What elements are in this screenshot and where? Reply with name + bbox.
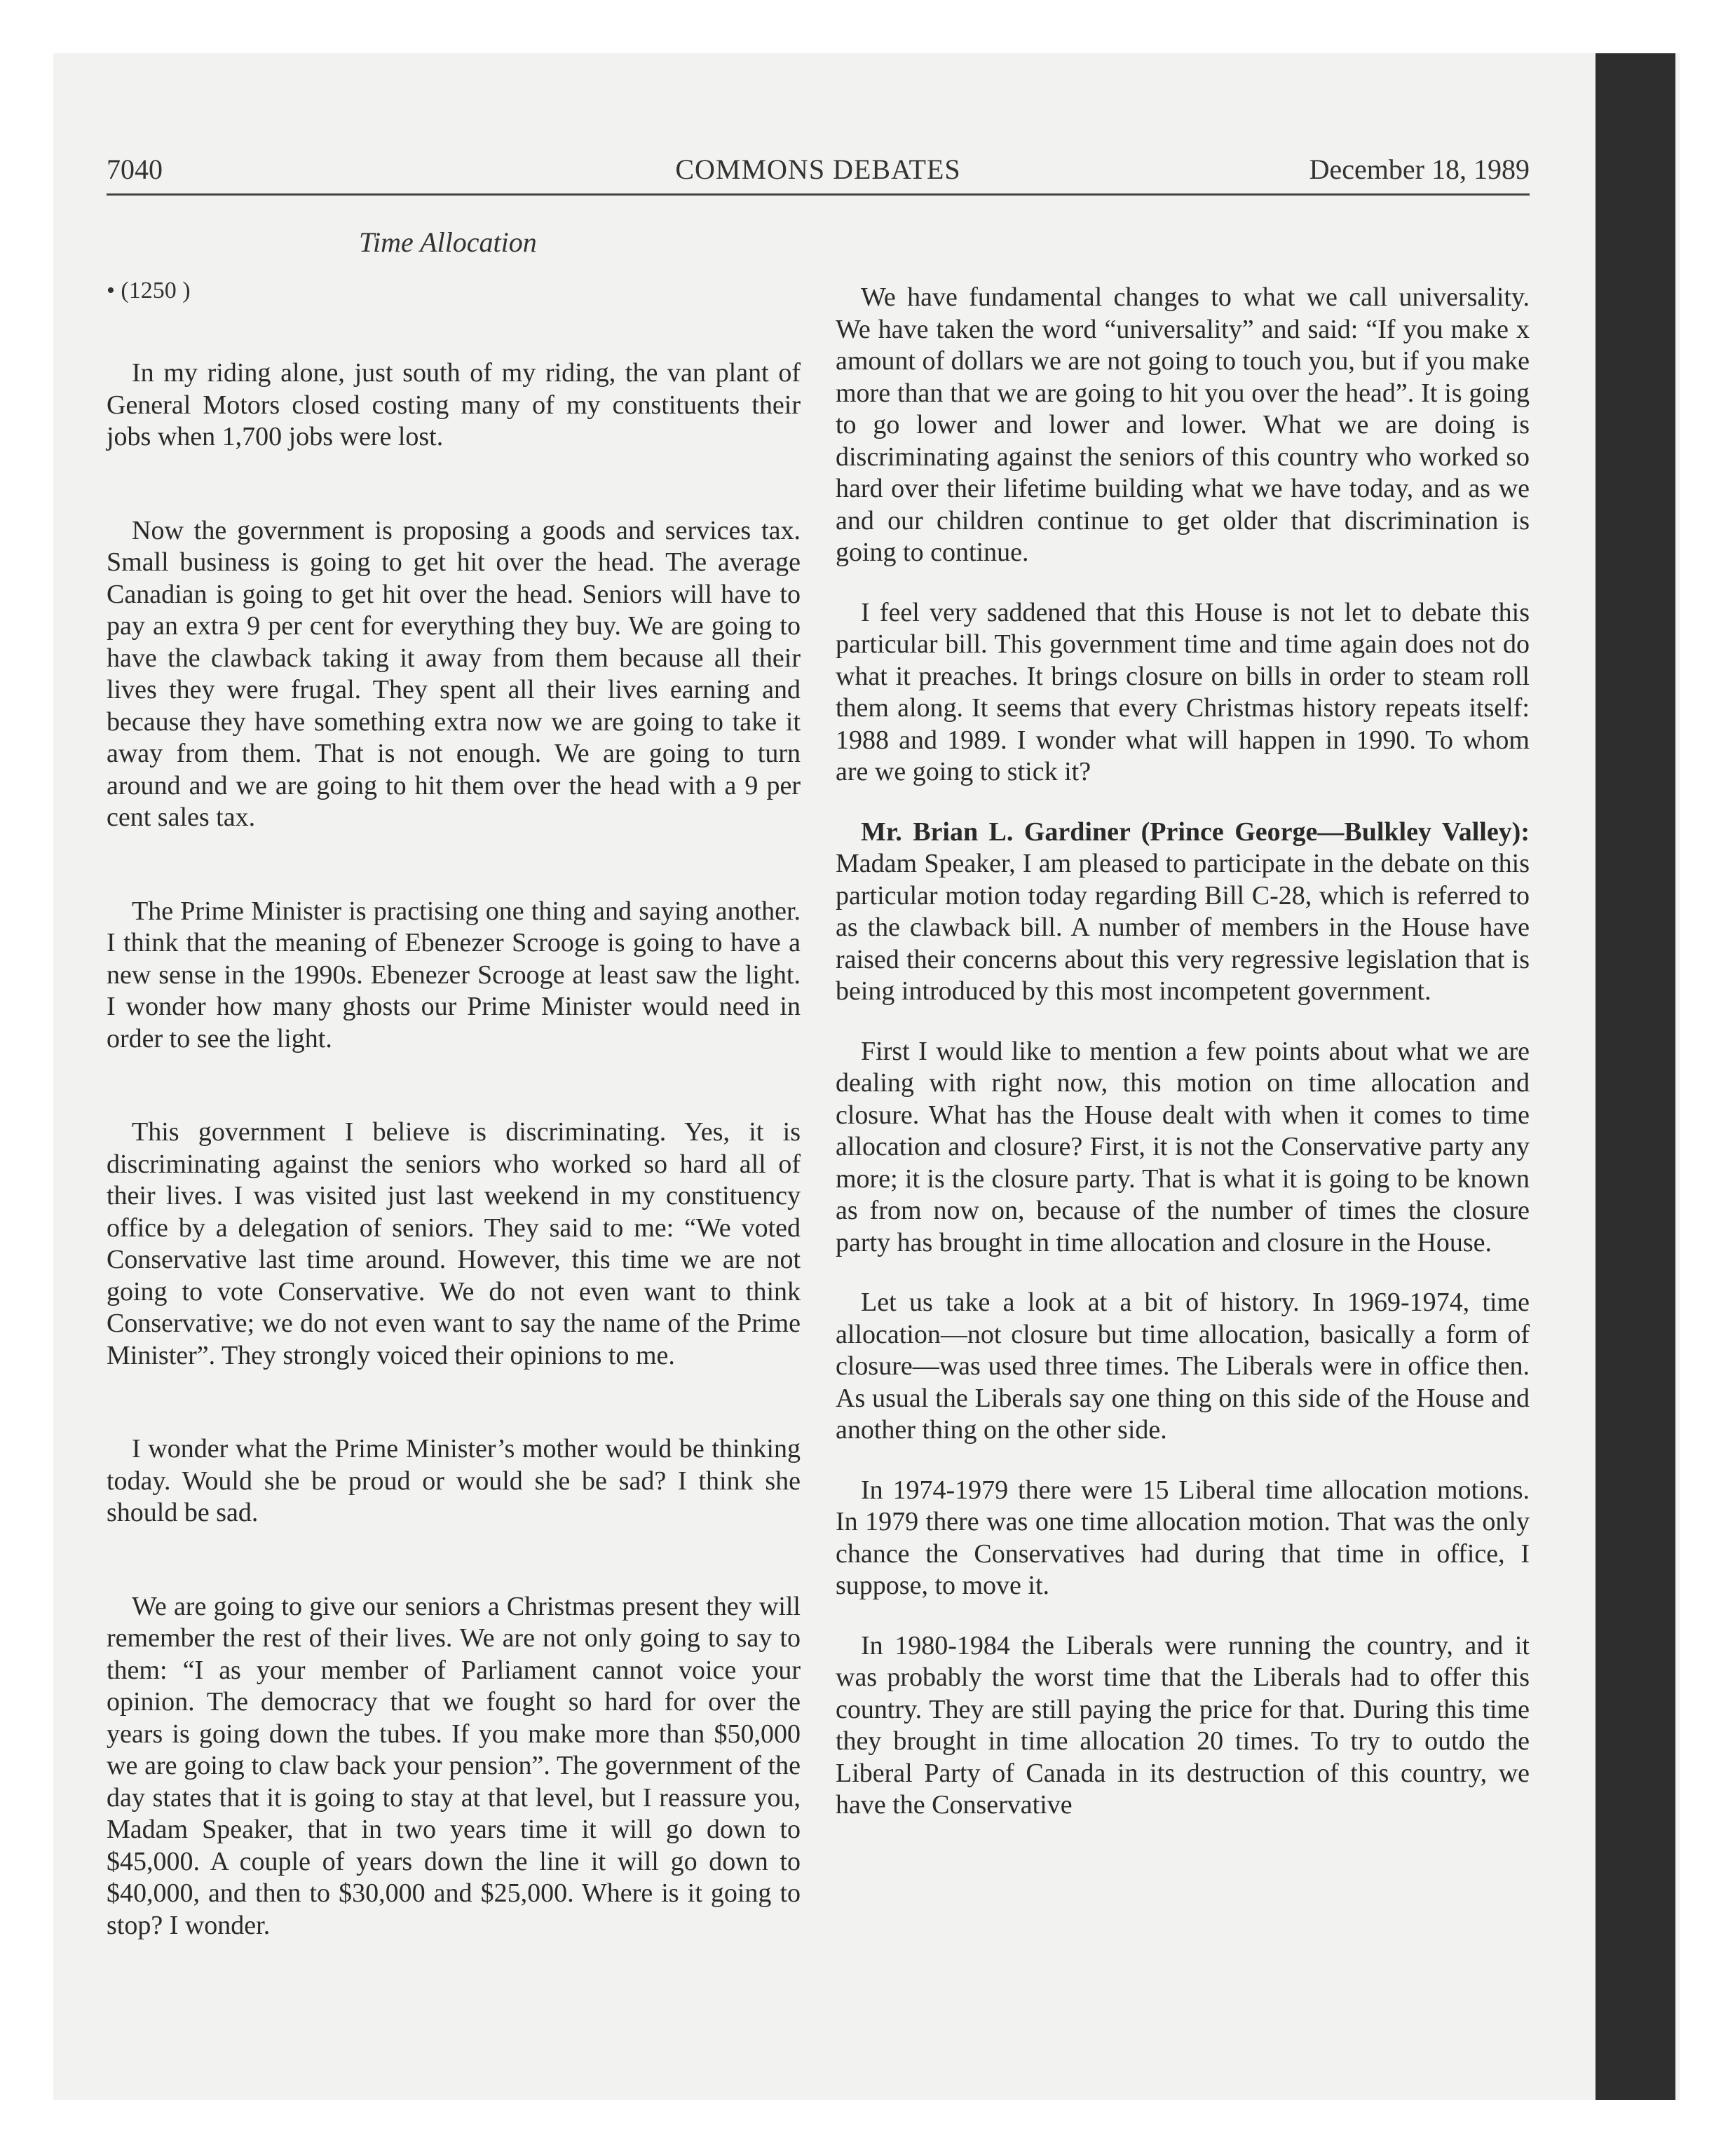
paragraph: This government I believe is discriminating. Yes, it is discriminating against the seniors who worked so hard all of their lives. I was visited just last weekend in my constituency office by a delegation of seniors. They said to me: “We voted Conservative last time around. However, this time we are not going to vote Conservative. We do not even want to think Conservative; we do not even want to say the name of the Prime Minister”. They strongly voiced their opinions to me. <box>107 1117 801 1370</box>
paragraph: We have fundamental changes to what we call universality. We have taken the word “universality” and said: “If you make x amount of dollars we are not going to touch you, but if you make more than that we are going to hit you over the head”. It is going to go lower and lower and lower. What we are doing is discriminating against the seniors of this country who worked so hard over their lifetime building what we have today, and as we and our children continue to get older that discrimination is going to continue. <box>836 282 1530 567</box>
paragraph: In my riding alone, just south of my riding, the van plant of General Motors closed costing many of my constituents their jobs when 1,700 jobs were lost. <box>107 358 801 451</box>
paragraph: We are going to give our seniors a Christmas present they will remember the rest of their lives. We are not only going to say to them: “I as your member of Parliament cannot voice your opinion. The democracy that we fought so hard for over the years is going down the tubes. If you make more than $50,000 we are going to claw back your pension”. The government of the day states that it is going to stay at that level, but I reassure you, Madam Speaker, that in two years time it will go down to $45,000. A couple of years down the line it will go down to $40,000, and then to $30,000 and $25,000. Where is it going to stop? I wonder. <box>107 1591 801 1940</box>
page-header <box>107 153 1530 195</box>
publication-date: December 18, 1989 <box>1309 153 1530 185</box>
paragraph: Now the government is proposing a goods and services tax. Small business is going to get hit over the head. The average Canadian is going to get hit over the head. Seniors will have to pay an extra 9 per cent for everything they buy. We are going to have the clawback taking it away from them because all their lives they were frugal. They spent all their lives earning and because they have something extra now we are going to take it away from them. That is not enough. We are going to turn around and we are going to hit them over the head with a 9 per cent sales tax. <box>107 515 801 832</box>
paragraph: The Prime Minister is practising one thing and saying another. I think that the meaning of Ebenezer Scrooge is going to have a new sense in the 1990s. Ebenezer Scrooge at least saw the light. I wonder how many ghosts our Prime Minister would need in order to see the light. <box>107 896 801 1053</box>
paragraph: I wonder what the Prime Minister’s mother would be thinking today. Would she be proud or would she be sad? I think she should be sad. <box>107 1434 801 1527</box>
paragraph: I feel very saddened that this House is not let to debate this particular bill. This government time and time again does not do what it preaches. It brings closure on bills in order to steam roll them along. It seems that every Christmas history repeats itself: 1988 and 1989. I wonder what will happen in 1990. To whom are we going to stick it? <box>836 597 1530 786</box>
speech-text: Madam Speaker, I am pleased to participate in the debate on this particular motion today regarding Bill C-28, which is referred to as the clawback bill. A number of members in the House have raised their concerns about this very regressive legislation that is being introduced by this most incompetent government. <box>836 849 1530 1006</box>
section-title: Time Allocation <box>359 226 537 258</box>
speaker-name: Mr. Brian L. Gardiner (Prince George—Bulkley Valley): <box>861 817 1530 847</box>
paragraph: In 1980-1984 the Liberals were running the country, and it was probably the worst time that the Liberals had to offer this country. They are still paying the price for that. During this time they brought in time allocation 20 times. To try to outdo the Liberal Party of Canada in its destruction of this country, we have the Conservative <box>836 1630 1530 1820</box>
left-column <box>107 357 801 2003</box>
paragraph: First I would like to mention a few points about what we are dealing with right now, this motion on time allocation and closure. What has the House dealt with when it comes to time allocation and closure? First, it is not the Conservative party any more; it is the closure party. That is what it is going to be known as from now on, because of the number of times the closure party has brought in time allocation and closure in the House. <box>836 1036 1530 1257</box>
paragraph: Let us take a look at a bit of history. In 1969-1974, time allocation—not closure but time allocation, basically a form of closure—was used three times. The Liberals were in office then. As usual the Liberals say one thing on this side of the House and another thing on the other side. <box>836 1288 1530 1445</box>
paragraph: In 1974-1979 there were 15 Liberal time allocation motions. In 1979 there was one time allocation motion. That was the only chance the Conservatives had during that time in office, I suppose, to move it. <box>836 1475 1530 1600</box>
right-column <box>836 282 1530 1850</box>
time-marker: • (1250 ) <box>107 278 191 303</box>
scan-dark-edge <box>1595 53 1675 2100</box>
paragraph-speaker-intro <box>836 817 1530 1008</box>
header-rule <box>107 193 1530 196</box>
page-number: 7040 <box>107 153 163 185</box>
publication-title: COMMONS DEBATES <box>675 153 961 185</box>
